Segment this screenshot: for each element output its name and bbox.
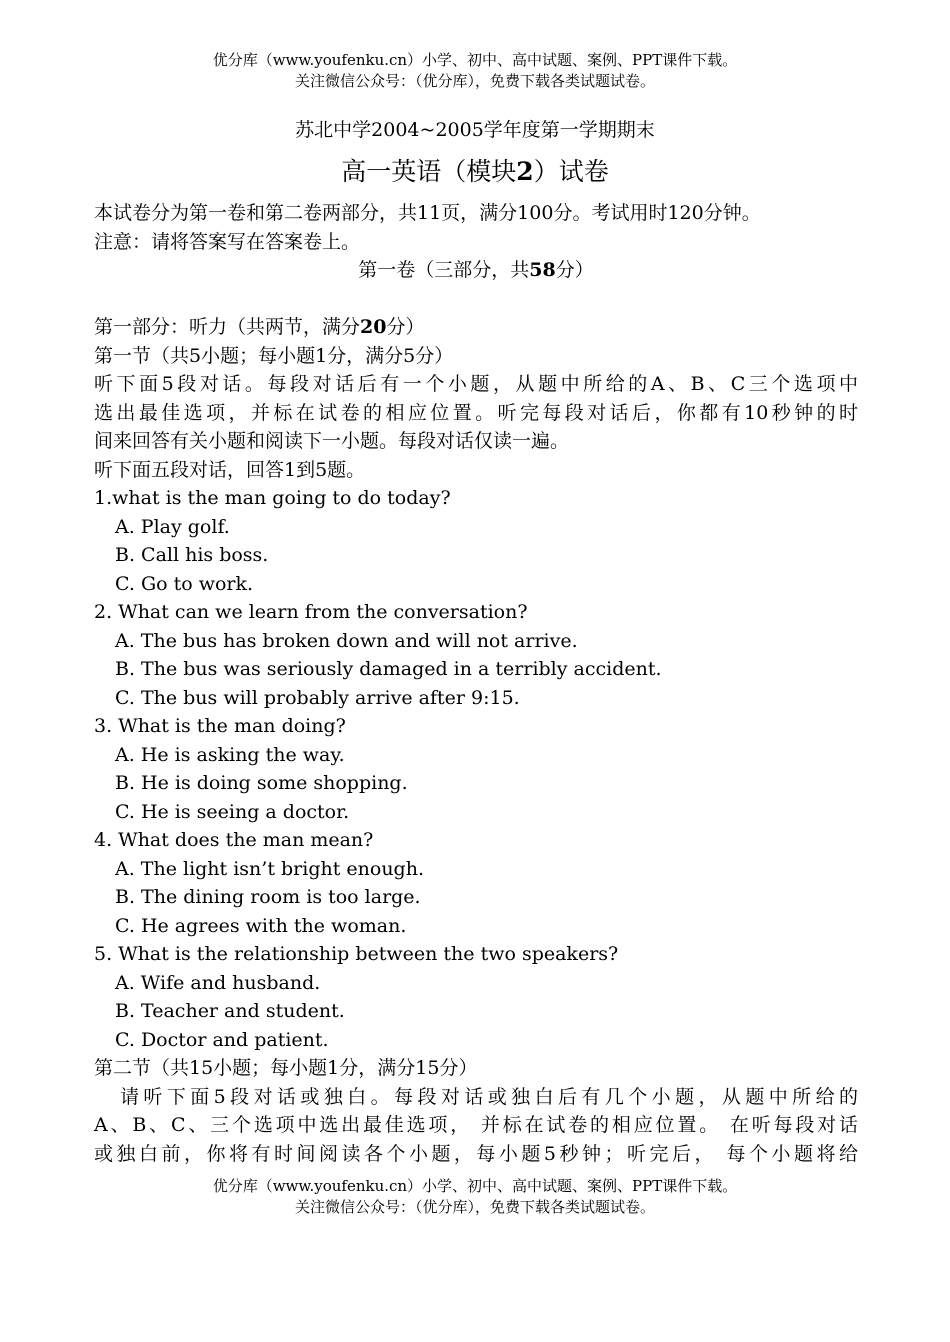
header-line-2: 关注微信公众号：（优分库），免费下载各类试题试卷。 — [294, 72, 655, 90]
exam-title-main — [0, 155, 950, 189]
exam-title-main-b: 2 — [516, 157, 534, 186]
section-1-instruction-3: 间来回答有关小题和阅读下一小题。每段对话仅读一遍。 — [94, 430, 570, 452]
question-1: 1.what is the man going to do today? — [94, 487, 451, 509]
exam-title-main-a: 高一英语（模块 — [341, 157, 517, 186]
volume-1-heading — [94, 256, 858, 285]
question-1-option-c: C. Go to work. — [115, 572, 254, 595]
intro-line-2: 注意：请将答案写在答案卷上。 — [94, 230, 361, 253]
part-1-heading-c: 分） — [386, 316, 425, 338]
exam-body — [94, 199, 858, 1168]
question-2: 2. What can we learn from the conversation? — [94, 601, 528, 623]
volume-1-heading-b: 58 — [529, 259, 556, 281]
page-header — [0, 50, 950, 92]
footer-line-2: 关注微信公众号：（优分库），免费下载各类试题试卷。 — [294, 1198, 655, 1216]
volume-1-heading-c: 分） — [555, 259, 594, 281]
question-3-option-c: C. He is seeing a doctor. — [115, 800, 350, 823]
part-1-heading-b: 20 — [360, 316, 387, 338]
section-1-instruction-1: 听下面5段对话。每段对话后有一个小题，从题中所给的A、B、C三个选项中 — [94, 373, 858, 395]
question-4-option-c: C. He agrees with the woman. — [115, 914, 407, 937]
question-3: 3. What is the man doing? — [94, 715, 346, 737]
question-5-option-a: A. Wife and husband. — [115, 971, 321, 994]
blank-line — [94, 285, 858, 314]
question-1-option-a: A. Play golf. — [115, 515, 230, 538]
section-2-instruction-1: 请听下面5段对话或独白。每段对话或独白后有几个小题，从题中所给的 — [120, 1085, 858, 1108]
part-1-heading-a: 第一部分：听力（共两节，满分 — [94, 316, 361, 338]
part-1-heading — [94, 313, 858, 342]
exam-title-school: 苏北中学2004~2005学年度第一学期期末 — [295, 119, 655, 141]
question-5: 5. What is the relationship between the two speakers? — [94, 943, 619, 965]
volume-1-heading-a: 第一卷（三部分，共 — [358, 259, 530, 281]
section-2-instruction-3: 或独白前，你将有时间阅读各个小题，每小题5秒钟；听完后， 每个小题将给 — [94, 1142, 858, 1165]
page-footer — [0, 1176, 950, 1218]
question-2-option-c: C. The bus will probably arrive after 9:15. — [115, 686, 520, 709]
section-1-instruction-4: 听下面五段对话，回答1到5题。 — [94, 458, 366, 481]
header-line-1: 优分库（www.youfenku.cn）小学、初中、高中试题、案例、PPT课件下载。 — [212, 51, 738, 69]
question-1-option-b: B. Call his boss. — [115, 544, 269, 566]
question-5-option-b: B. Teacher and student. — [115, 1000, 345, 1022]
section-1-heading: 第一节（共5小题；每小题1分，满分5分） — [94, 344, 454, 367]
section-2-heading: 第二节（共15小题；每小题1分，满分15分） — [94, 1057, 478, 1079]
question-2-option-b: B. The bus was seriously damaged in a terribly accident. — [115, 658, 662, 680]
question-4-option-b: B. The dining room is too large. — [115, 886, 421, 908]
question-4-option-a: A. The light isn’t bright enough. — [115, 857, 424, 880]
question-2-option-a: A. The bus has broken down and will not arrive. — [115, 629, 578, 652]
section-1-instruction-2: 选出最佳选项，并标在试卷的相应位置。听完每段对话后，你都有10秒钟的时 — [94, 401, 858, 424]
question-5-option-c: C. Doctor and patient. — [115, 1028, 329, 1051]
exam-title-main-c: ）试卷 — [533, 157, 609, 186]
question-3-option-a: A. He is asking the way. — [115, 743, 345, 766]
intro-line-1: 本试卷分为第一卷和第二卷两部分，共11页，满分100分。考试用时120分钟。 — [94, 202, 761, 224]
footer-line-1: 优分库（www.youfenku.cn）小学、初中、高中试题、案例、PPT课件下载。 — [212, 1177, 738, 1195]
question-3-option-b: B. He is doing some shopping. — [115, 772, 408, 794]
section-2-instruction-2: A、B、C、三个选项中选出最佳选项， 并标在试卷的相应位置。 在听每段对话 — [94, 1114, 858, 1136]
question-4: 4. What does the man mean? — [94, 829, 374, 851]
